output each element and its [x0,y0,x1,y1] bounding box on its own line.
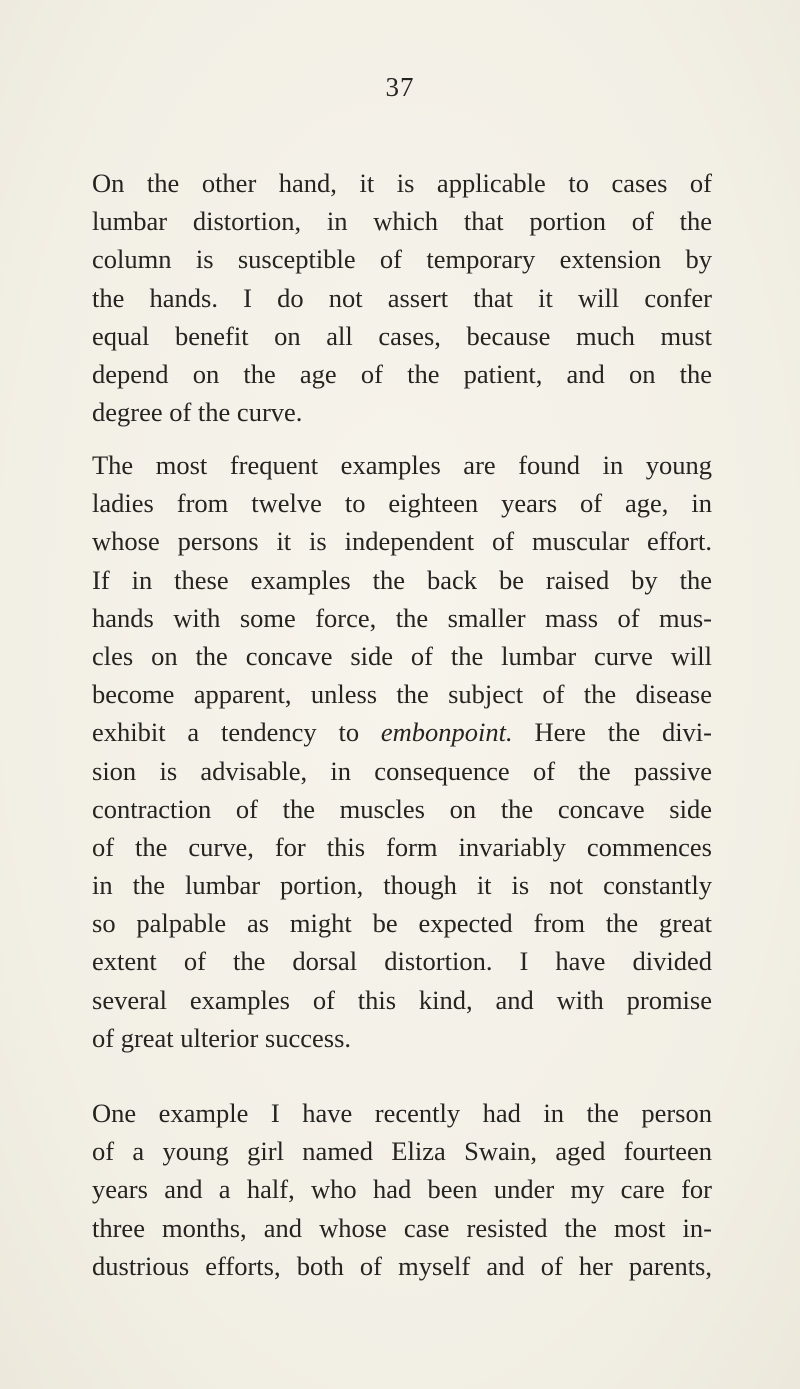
text-line: whose persons it is independent of muscular effort. [92,526,712,557]
text-line: equal benefit on all cases, because much must [92,320,712,351]
text-line: dustrious efforts, both of myself and of her parents, [92,1250,712,1281]
text-line: One example I have recently had in the person [92,1098,712,1128]
text-line: the hands. I do not assert that it will confer [92,282,712,313]
text-line: in the lumbar portion, though it is not constantly [92,870,712,901]
text-line: lumbar distortion, in which that portion of the [92,206,712,237]
text-line: degree of the curve. [92,397,303,428]
italic-term: embonpoint. [380,717,513,748]
text-line: extent of the dorsal distortion. I have divided [92,946,712,977]
text-line: The most frequent examples are found in young [92,450,712,480]
paragraph-3 [92,1094,712,1285]
text-line: On the other hand, it is applicable to cases of [92,168,712,198]
text-line: years and a half, who had been under my care for [92,1174,712,1205]
text-line: If in these examples the back be raised by the [92,564,712,595]
text-line: several examples of this kind, and with promise [92,984,712,1015]
text-line: contraction of the muscles on the concave side [92,793,712,824]
text-line: hands with some force, the smaller mass of mus- [92,602,712,633]
paragraph-1 [92,164,712,431]
text-line: so palpable as might be expected from the great [92,908,712,939]
text-line: of great ulterior success. [92,1022,352,1053]
text-line: become apparent, unless the subject of the disease [92,679,712,710]
page-number: 37 [385,72,415,102]
text-line: of a young girl named Eliza Swain, aged fourteen [92,1136,712,1167]
text-line: sion is advisable, in consequence of the passive [92,755,712,786]
text-segment: exhibit a tendency to [92,717,381,748]
text-line: cles on the concave side of the lumbar curve will [92,640,712,671]
text-line: three months, and whose case resisted the most in- [92,1212,712,1243]
text-segment: Here the divi- [512,717,712,748]
text-line: ladies from twelve to eighteen years of age, in [92,488,712,519]
paragraph-2 [92,446,712,1057]
text-line: of the curve, for this form invariably commences [92,831,712,862]
text-line-with-italic [92,713,712,751]
text-line: column is susceptible of temporary extension by [92,244,712,275]
text-line: depend on the age of the patient, and on the [92,358,712,389]
